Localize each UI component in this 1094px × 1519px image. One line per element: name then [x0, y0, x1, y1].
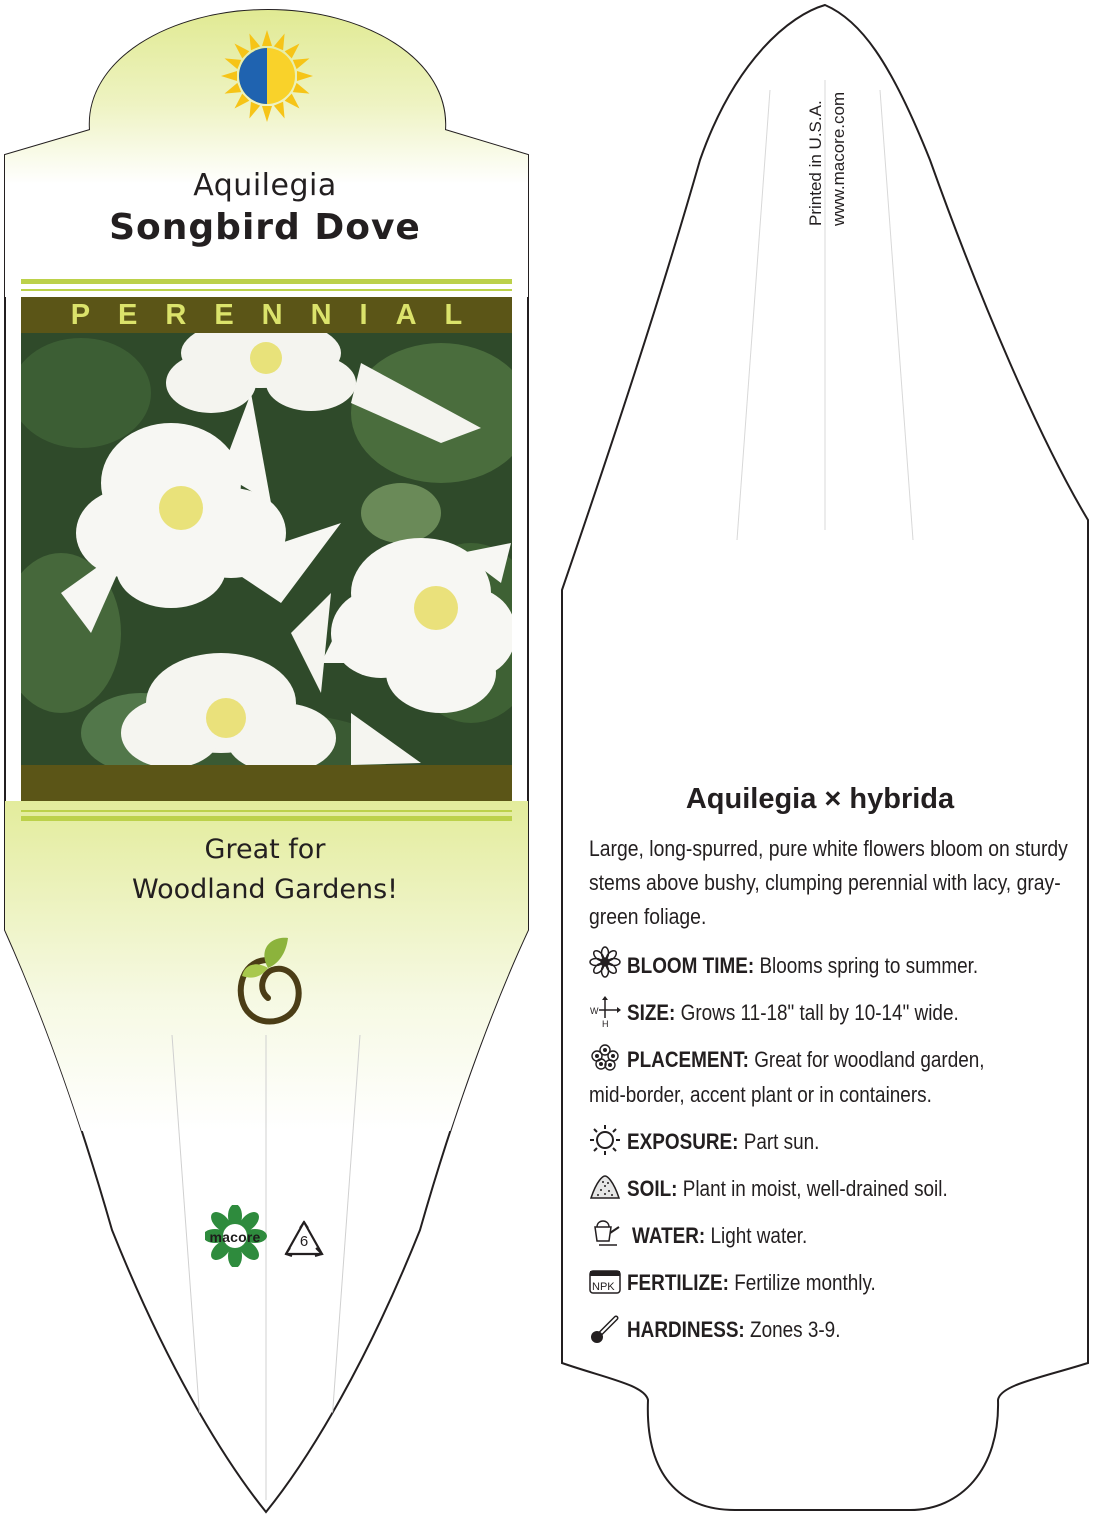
slogan-line-1: Great for	[204, 834, 326, 865]
npk-bag-icon	[589, 1265, 621, 1297]
website-text: www.macore.com	[829, 91, 848, 226]
size-arrows-icon	[589, 996, 621, 1028]
size-h-glyph: H	[602, 1019, 609, 1028]
care-text: Part sun.	[743, 1129, 820, 1154]
care-water	[632, 1220, 1094, 1252]
size-w-glyph: W	[590, 1006, 599, 1016]
plant-photo	[21, 333, 512, 765]
seed-sprout-logo	[228, 930, 308, 1030]
botanical-name: Aquilegia × hybrida	[685, 783, 955, 815]
care-label: HARDINESS:	[627, 1317, 745, 1342]
soil-mound-icon	[589, 1170, 621, 1202]
care-text: Grows 11-18" tall by 10-14" wide.	[680, 1000, 959, 1025]
plant-genus-title: Aquilegia	[193, 168, 337, 203]
care-label: SOIL:	[627, 1176, 678, 1201]
care-bloom-time	[627, 950, 1094, 982]
care-hardiness	[627, 1314, 1094, 1346]
care-label: WATER:	[632, 1223, 706, 1248]
brand-name: macore	[209, 1229, 261, 1245]
care-label: PLACEMENT:	[627, 1047, 749, 1072]
care-text: Blooms spring to summer.	[759, 953, 979, 978]
care-label: EXPOSURE:	[627, 1129, 739, 1154]
care-text: Great for woodland garden,	[754, 1047, 985, 1072]
plant-cultivar-title: Songbird Dove	[109, 207, 421, 248]
bottom-rule-thin	[21, 810, 512, 812]
sun-part-shade-icon	[219, 28, 315, 124]
slogan	[40, 830, 490, 910]
printed-in-text: Printed in U.S.A.	[806, 100, 825, 226]
plants-cluster-icon	[589, 1042, 621, 1074]
thermometer-icon	[589, 1313, 621, 1345]
care-text: Zones 3-9.	[750, 1317, 841, 1342]
sun-outline-icon	[589, 1124, 621, 1156]
category-label: PERENNIAL	[70, 299, 491, 331]
care-size	[627, 997, 1094, 1029]
slogan-line-2: Woodland Gardens!	[131, 874, 399, 905]
recycle-code: 6	[299, 1233, 309, 1250]
care-text: Light water.	[710, 1223, 808, 1248]
care-label: FERTILIZE:	[627, 1270, 729, 1295]
care-label: SIZE:	[627, 1000, 676, 1025]
care-placement	[627, 1044, 1094, 1076]
care-text: Fertilize monthly.	[734, 1270, 876, 1295]
top-rule-thin	[21, 289, 512, 291]
bottom-rule	[21, 816, 512, 821]
care-exposure	[627, 1126, 1094, 1158]
npk-glyph: NPK	[592, 1281, 615, 1293]
watering-can-icon	[589, 1217, 621, 1249]
flower-icon	[589, 946, 621, 978]
care-soil	[627, 1173, 1094, 1205]
plant-description: Large, long-spurred, pure white flowers bloom on sturdy stems above bushy, clumping perennial with lacy, gray-green foliage.	[589, 836, 1068, 929]
care-fertilize	[627, 1267, 1094, 1299]
top-rule	[21, 279, 512, 284]
care-placement-line2: mid-border, accent plant or in containers.	[589, 1082, 932, 1107]
photo-bottom-bar	[21, 765, 512, 801]
care-text: Plant in moist, well-drained soil.	[682, 1176, 948, 1201]
care-label: BLOOM TIME:	[627, 953, 755, 978]
